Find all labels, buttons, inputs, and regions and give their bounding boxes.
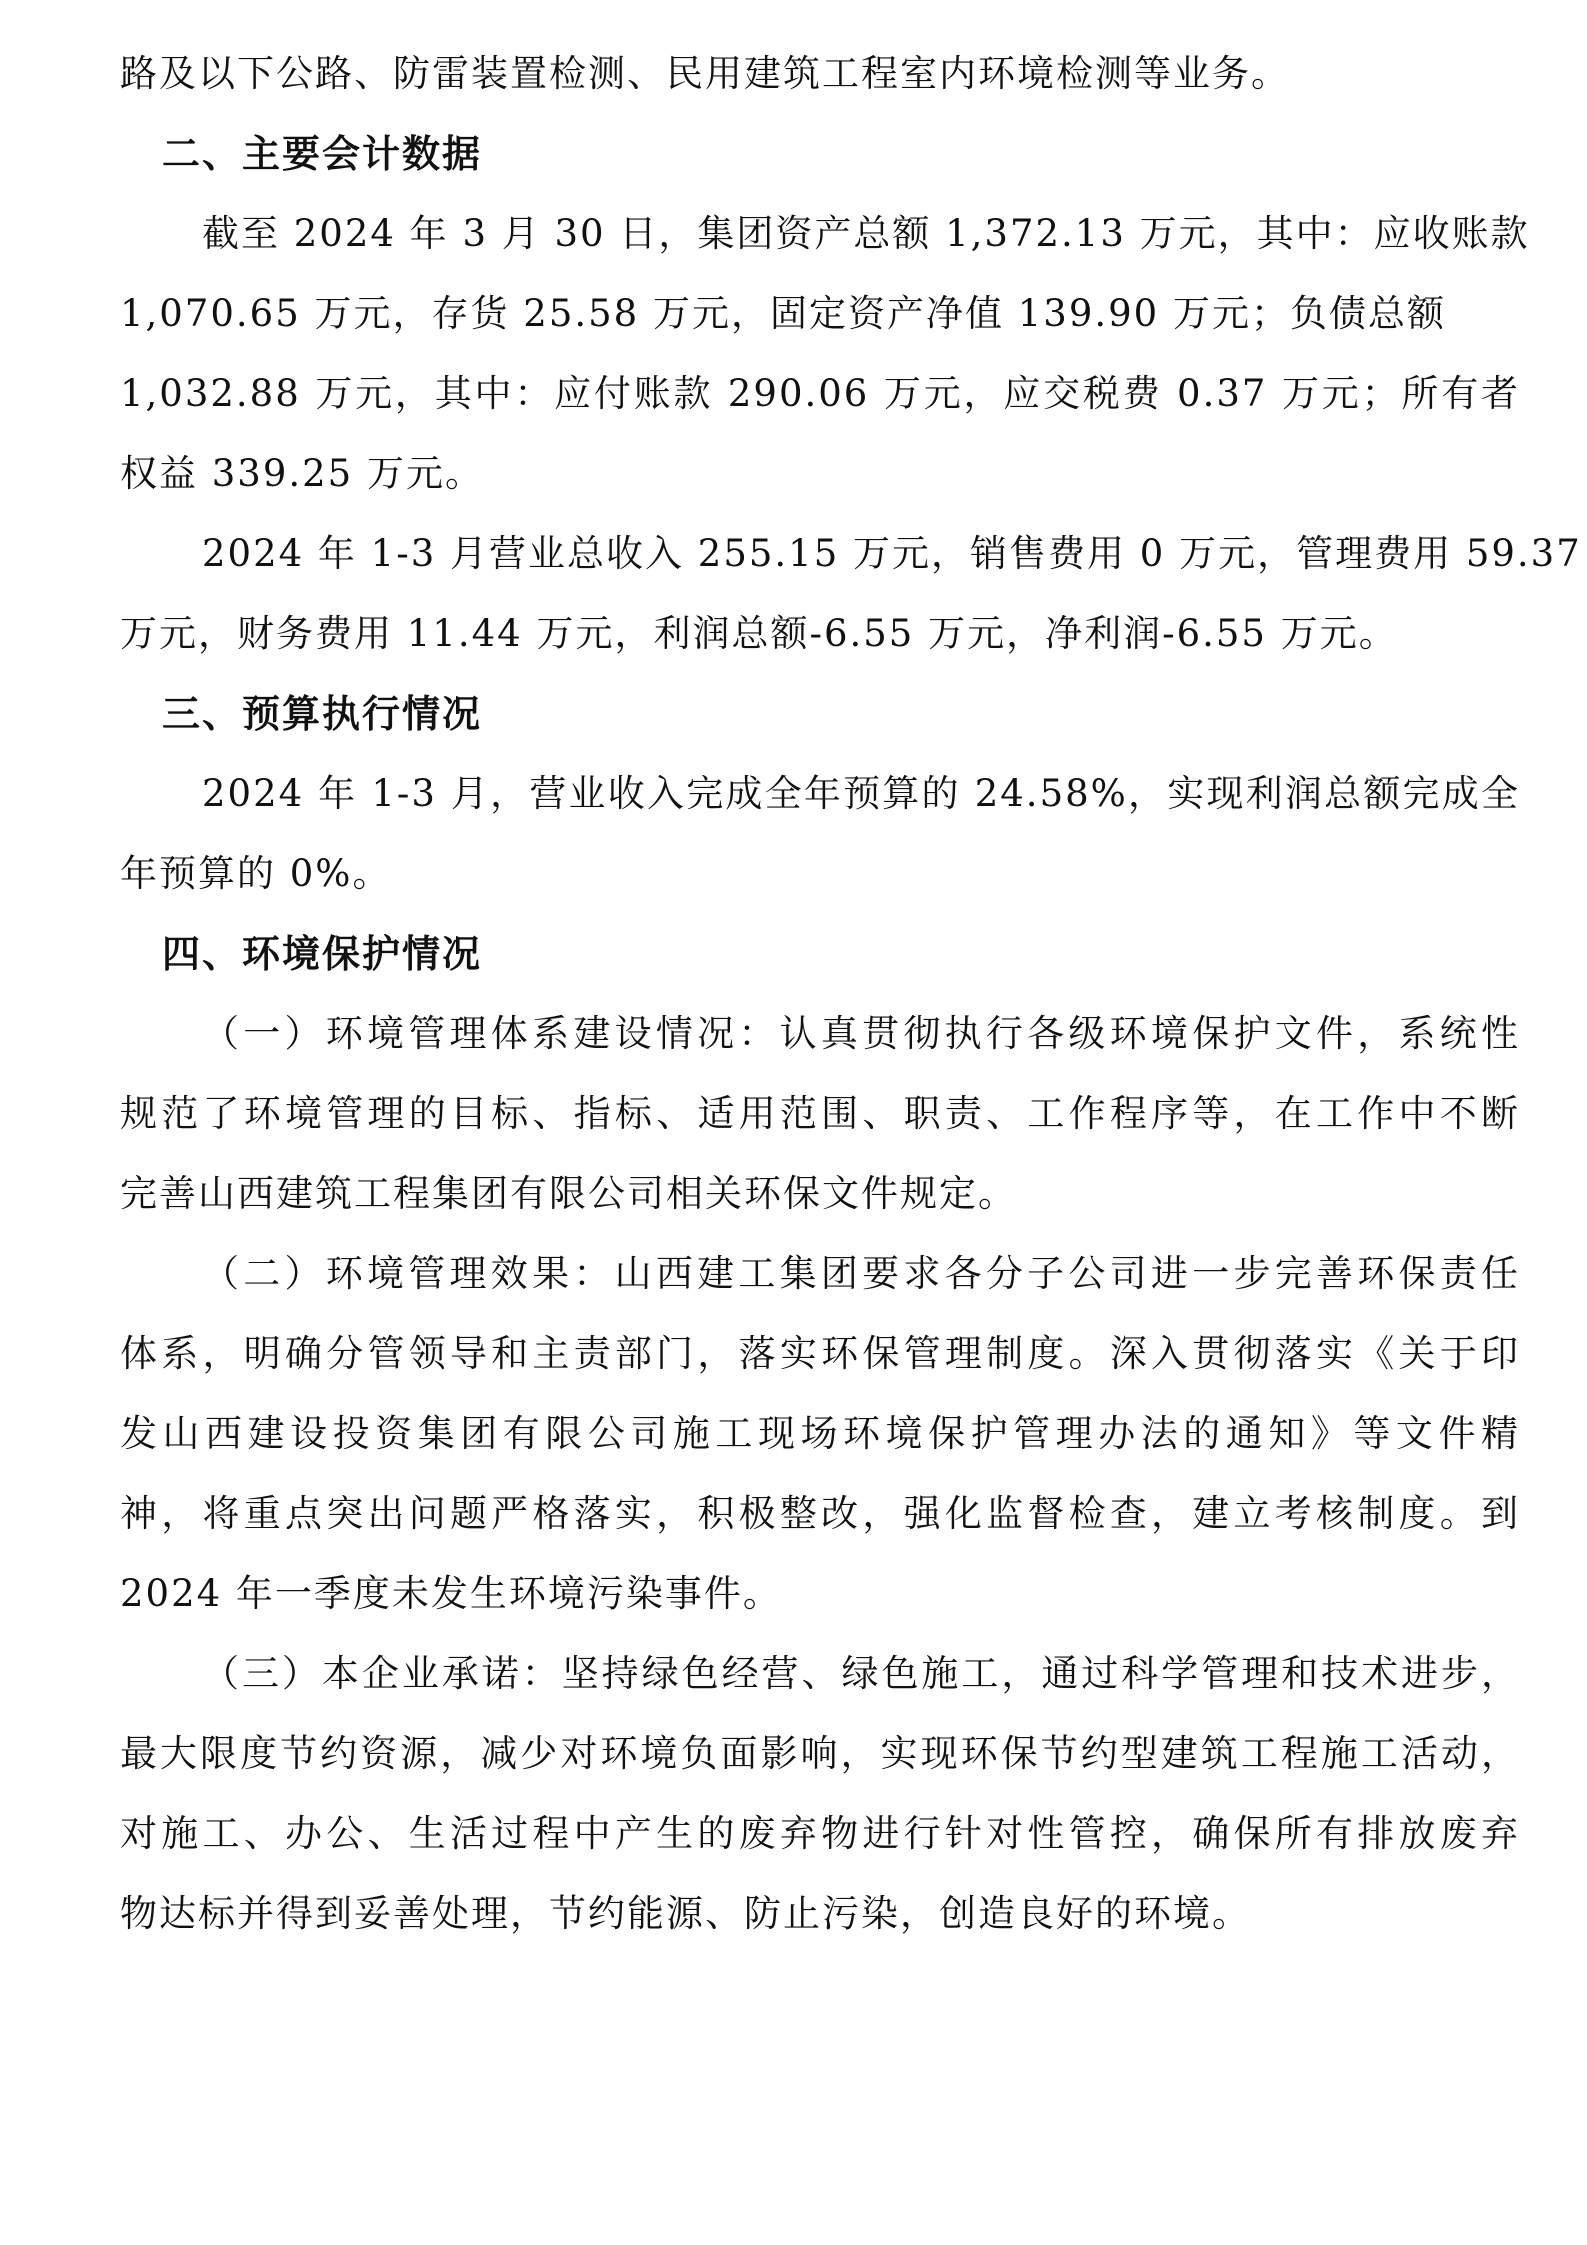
paragraph-line: 完善山西建筑工程集团有限公司相关环保文件规定。 (120, 1172, 1017, 1215)
paragraph-line: 1,032.88 万元，其中：应付账款 290.06 万元，应交税费 0.37 万元；所有者 (120, 372, 1520, 415)
paragraph-line: 2024 年 1-3 月，营业收入完成全年预算的 24.58%，实现利润总额完成全 (202, 772, 1520, 815)
paragraph-line: 2024 年一季度未发生环境污染事件。 (120, 1572, 782, 1615)
paragraph-line: 对施工、办公、生活过程中产生的废弃物进行针对性管控，确保所有排放废弃 (120, 1812, 1520, 1855)
paragraph-line: 2024 年 1-3 月营业总收入 255.15 万元，销售费用 0 万元，管理费用 59.37 (202, 532, 1582, 575)
paragraph-line: 截至 2024 年 3 月 30 日，集团资产总额 1,372.13 万元，其中：应收账款 (202, 212, 1530, 255)
paragraph-line: 体系，明确分管领导和主责部门，落实环保管理制度。深入贯彻落实《关于印 (120, 1332, 1520, 1375)
paragraph-line: （三）本企业承诺：坚持绿色经营、绿色施工，通过科学管理和技术进步， (202, 1652, 1520, 1695)
paragraph-line: 神，将重点突出问题严格落实，积极整改，强化监督检查，建立考核制度。到 (120, 1492, 1520, 1535)
paragraph-line: 权益 339.25 万元。 (120, 452, 484, 495)
paragraph-line: 最大限度节约资源，减少对环境负面影响，实现环保节约型建筑工程施工活动， (120, 1732, 1520, 1775)
paragraph-line: 年预算的 0%。 (120, 852, 392, 895)
paragraph-line: 规范了环境管理的目标、指标、适用范围、职责、工作程序等，在工作中不断 (120, 1092, 1520, 1135)
paragraph-line: （二）环境管理效果：山西建工集团要求各分子公司进一步完善环保责任 (202, 1252, 1520, 1295)
document-page (120, 34, 1582, 1954)
paragraph-line: （一）环境管理体系建设情况：认真贯彻执行各级环境保护文件，系统性 (202, 1012, 1520, 1055)
paragraph-line: 物达标并得到妥善处理，节约能源、防止污染，创造良好的环境。 (120, 1892, 1251, 1935)
paragraph-line: 发山西建设投资集团有限公司施工现场环境保护管理办法的通知》等文件精 (120, 1412, 1520, 1455)
paragraph-line: 1,070.65 万元，存货 25.58 万元，固定资产净值 139.90 万元；负债总额 (120, 292, 1446, 335)
paragraph-line: 万元，财务费用 11.44 万元，利润总额-6.55 万元，净利润-6.55 万元。 (120, 612, 1398, 655)
paragraph-line: 路及以下公路、防雷装置检测、民用建筑工程室内环境检测等业务。 (120, 52, 1290, 95)
section-heading: 二、主要会计数据 (162, 132, 483, 176)
section-heading: 四、环境保护情况 (162, 932, 483, 976)
section-heading: 三、预算执行情况 (162, 692, 483, 736)
